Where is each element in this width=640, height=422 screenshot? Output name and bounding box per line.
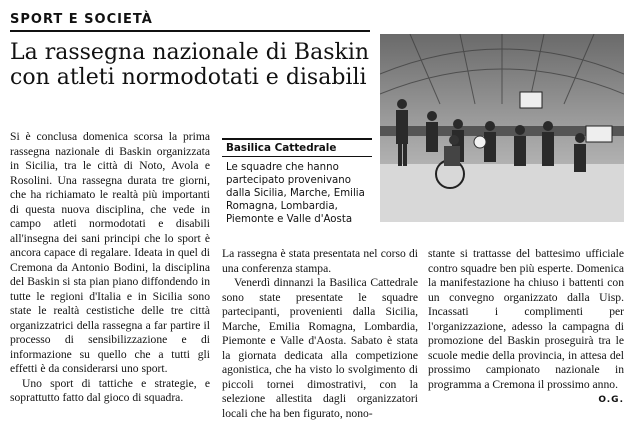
photo-illustration <box>380 34 624 222</box>
headline: La rassegna nazionale di Baskin con atleti normodotati e disabili <box>10 40 370 90</box>
article-column-1 <box>10 130 210 406</box>
article-column-2 <box>222 247 418 421</box>
sidebar-box <box>222 138 372 226</box>
paragraph: Venerdì dinnanzi la Basilica Cattedrale sono state presentate le squadre partecipanti, provenienti dalla Sicilia, Marche, Emilia Romagna, Lombardia, Piemonte e Valle d'Aosta. Sabato è stata la giornata dedicata alla competizione agonistica, che ha visto lo svolgimento di piccoli tornei dimostrativi, con la selezione allestita dagli organizzatori locali che ha ben figurato, nono- <box>222 276 418 420</box>
sidebar-box-title: Basilica Cattedrale <box>222 138 372 157</box>
article-photo <box>380 34 624 222</box>
paragraph: Si è conclusa domenica scorsa la prima rassegna nazionale di Baskin organizzata in Sicilia, tra le città di Noto, Avola e Rosolini. Una rassegna durata tre giorni, che ha richiamato le realtà più importanti di questa nuova disciplina, che vede in campo atleti normodotati e disabili all'insegna dei sani principi che lo sport è ancora capace di regalare. Ideata in quel di Cremona da Antonio Bodini, la disciplina del Baskin si sta pian piano diffondendo in tutte le regioni d'Italia e in Sicilia sono state le realtà cestistiche delle tre città organizzatrici della rassegna a far partire il processo di sensibilizzazione e di informazione su quello che a tutti gli effetti è da considerarsi uno sport. <box>10 130 210 375</box>
paragraph: Uno sport di tattiche e strategie, e soprattutto fatto dal gioco di squadra. <box>10 376 210 404</box>
author-signature: O.G. <box>598 395 624 405</box>
paragraph: La rassegna è stata presentata nel corso di una conferenza stampa. <box>222 247 418 275</box>
paragraph: stante si trattasse del battesimo ufficiale contro squadre ben più esperte. Domenica la manifestazione ha chiuso i battenti con un convegno organizzato dalla Uisp. Incassati i complimenti per l'organizzazione, adesso la campagna di promozione del Baskin proseguirà tra le scuole medie della provincia, in attesa del prossimo campionato nazionale in programma a Cremona il prossimo anno. <box>428 247 624 391</box>
sidebar-box-text: Le squadre che hanno partecipato provenivano dalla Sicilia, Marche, Emilia Romagna, Lombardia, Piemonte e Valle d'Aosta <box>226 162 365 225</box>
article-column-3 <box>428 247 624 392</box>
section-label: SPORT E SOCIETÀ <box>10 12 153 27</box>
section-rule <box>10 30 370 32</box>
